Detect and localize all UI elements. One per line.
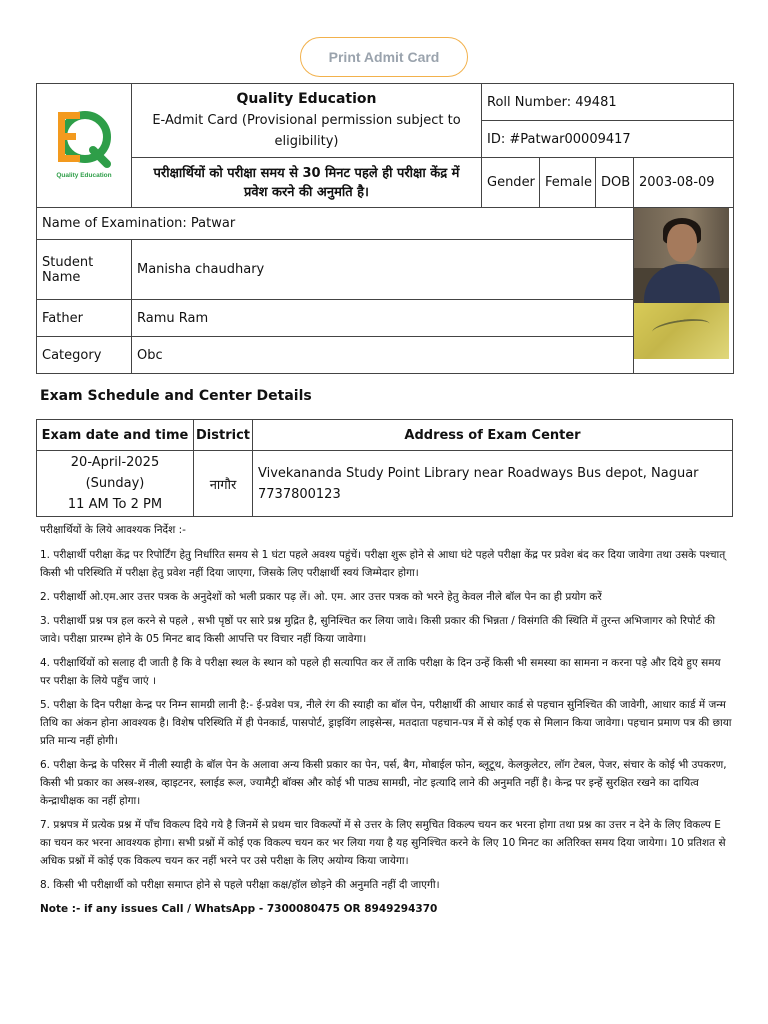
card-title: E-Admit Card (Provisional permission subject to eligibility) [152, 113, 461, 149]
instruction-item: 3. परीक्षार्थी प्रश्न पत्र हल करने से पहले , सभी पृष्ठों पर सारे प्रश्न मुद्रित है, सुनिश्चित कर लिया जावे। किसी प्रकार की भिन्नता / विसंगति की स्थिति में तुरन्त अभिजागर को रिपोर्ट की जावे। परीक्षा प्रारम्भ होने के 05 मिनट बाद किसी आपत्ति पर विचार नहीं किया जावेगा। [40, 615, 716, 645]
instructions [40, 521, 732, 924]
gender-value: Female [540, 158, 596, 208]
roll-number: Roll Number: 49481 [482, 84, 734, 121]
photo-cell [634, 208, 734, 374]
svg-text:Quality Education: Quality Education [56, 171, 112, 179]
gender-label: Gender [482, 158, 540, 208]
col-address: Address of Exam Center [253, 420, 733, 451]
instruction-item: 8. किसी भी परीक्षार्थी को परीक्षा समाप्त होने से पहले परीक्षा कक्ष/हॉल छोड़ने की अनुमति नहीं दी जाएगी। [40, 879, 440, 891]
student-id: ID: #Patwar00009417 [482, 121, 734, 158]
exam-datetime [37, 451, 194, 517]
instruction-item: 4. परीक्षार्थियों को सलाह दी जाती है कि वे परीक्षा स्थल के स्थान को पहले ही सत्यापित कर लें ताकि परीक्षा के दिन उन्हें किसी भी समस्या का सामना न करना पड़े और दिये हुए समय पर परीक्षा के लिये पहुँच जाएं । [40, 657, 721, 687]
exam-time: 11 AM To 2 PM [67, 497, 163, 512]
exam-address: Vivekananda Study Point Library near Roadways Bus depot, Naguar 7737800123 [253, 451, 733, 517]
admit-card-table [36, 83, 734, 374]
org-header [132, 84, 482, 158]
category-label: Category [37, 337, 132, 374]
contact-note: Note :- if any issues Call / WhatsApp - 7300080475 OR 8949294370 [40, 903, 438, 915]
student-name-label: Student Name [37, 240, 132, 300]
category-value: Obc [132, 337, 634, 374]
print-admit-card-button[interactable]: Print Admit Card [300, 37, 468, 77]
dob-value: 2003-08-09 [634, 158, 734, 208]
father-label: Father [37, 300, 132, 337]
instruction-item: 6. परीक्षा केन्द्र के परिसर में नीली स्याही के बॉल पेन के अलावा अन्य किसी प्रकार का पेन, पर्स, बैग, मोबाईल फोन, ब्लूटूथ, केलकुलेटर, लॉग टेबल, पेजर, संचार के कोई भी उपकरण, किसी भी प्रकार का अस्त्र-शस्त्र, व्हाइटनर, स्लाईड रूल, ज्यामैट्री बॉक्स और कोई भी पाठ्य सामग्री, नोट इत्यादि लाने की अनुमति नहीं है। केन्द्र पर इन्हें सुरक्षित रखने का दायित्व केन्द्राधीक्षक का नहीं होगा। [40, 759, 727, 807]
exam-day: (Sunday) [85, 476, 145, 491]
exam-date: 20-April-2025 [70, 455, 160, 470]
schedule-title: Exam Schedule and Center Details [40, 388, 312, 404]
instruction-item: 1. परीक्षार्थी परीक्षा केंद्र पर रिपोर्टिंग हेतु निर्धारित समय से 1 घंटा पहले अवश्य पहुंचें। परीक्षा शुरू होने से आधा घंटे पहले परीक्षा केंद्र पर प्रवेश बंद कर दिया जावेगा तथा उसके पश्चात् किसी भी परिस्थिति में परीक्षा हेतु प्रवेश नहीं दिया जाएगा, जिसके लिए परीक्षार्थी स्वयं जिम्मेदार होगा। [40, 549, 726, 579]
instruction-item: 7. प्रश्नपत्र में प्रत्येक प्रश्न में पाँच विकल्प दिये गये है जिनमें से प्रथम चार विकल्पों में से उत्तर के लिए समुचित विकल्प चयन कर भरना होगा तथा प्रश्न का उत्तर न देने के लिए विकल्प E का चयन कर भरना आवश्यक होगा। सभी प्रश्नों में कोई एक विकल्प चयन कर भर लिया गया है यह सुनिश्चित करने के लिए 10 मिनट का अतिरिक्त समय दिया जायेगा। 10 प्रतिशत से अधिक प्रश्नों में कोई एक विकल्प चयन कर नहीं भरने पर उसे परीक्षा के लिए अयोग्य किया जायेगा। [40, 819, 726, 867]
col-date: Exam date and time [37, 420, 194, 451]
instruction-item: 2. परीक्षार्थी ओ.एम.आर उत्तर पत्रक के अनुदेशों को भली प्रकार पढ़ लें। ओ. एम. आर उत्तर पत्रक को भरने हेतु केवल नीले बॉल पेन का ही प्रयोग करें [40, 591, 602, 603]
schedule-table [36, 419, 733, 517]
student-name-value: Manisha chaudhary [132, 240, 634, 300]
col-district: District [194, 420, 253, 451]
eq-logo-icon [49, 104, 119, 184]
hindi-notice: परीक्षार्थियों को परीक्षा समय से 30 मिनट पहले ही परीक्षा केंद्र में प्रवेश करने की अनुमति है। [132, 158, 482, 208]
exam-district: नागौर [194, 451, 253, 517]
father-value: Ramu Ram [132, 300, 634, 337]
dob-label: DOB [596, 158, 634, 208]
instructions-heading: परीक्षार्थियों के लिये आवश्यक निर्देश :- [40, 524, 186, 536]
student-photo [634, 208, 729, 359]
exam-name: Name of Examination: Patwar [37, 208, 634, 240]
org-name: Quality Education [236, 91, 377, 107]
logo-cell [37, 84, 132, 208]
instruction-item: 5. परीक्षा के दिन परीक्षा केन्द्र पर निम्न सामग्री लानी है:- ई-प्रवेश पत्र, नीले रंग की स्याही का बॉल पेन, परीक्षार्थी की आधार कार्ड से पहचान सुनिश्चित की जावेगी, आधार कार्ड में जन्म तिथि का अंकन होना आवश्यक है। विशेष परिस्थिति में ही पेनकार्ड, पासपोर्ट, ड्राइविंग लाइसेन्स, मतदाता पहचान-पत्र में से कोई एक से मिलान किया जावेगा। पहचान प्रमाण पत्र की छाया प्रति मान्य नहीं होगी। [40, 699, 732, 747]
